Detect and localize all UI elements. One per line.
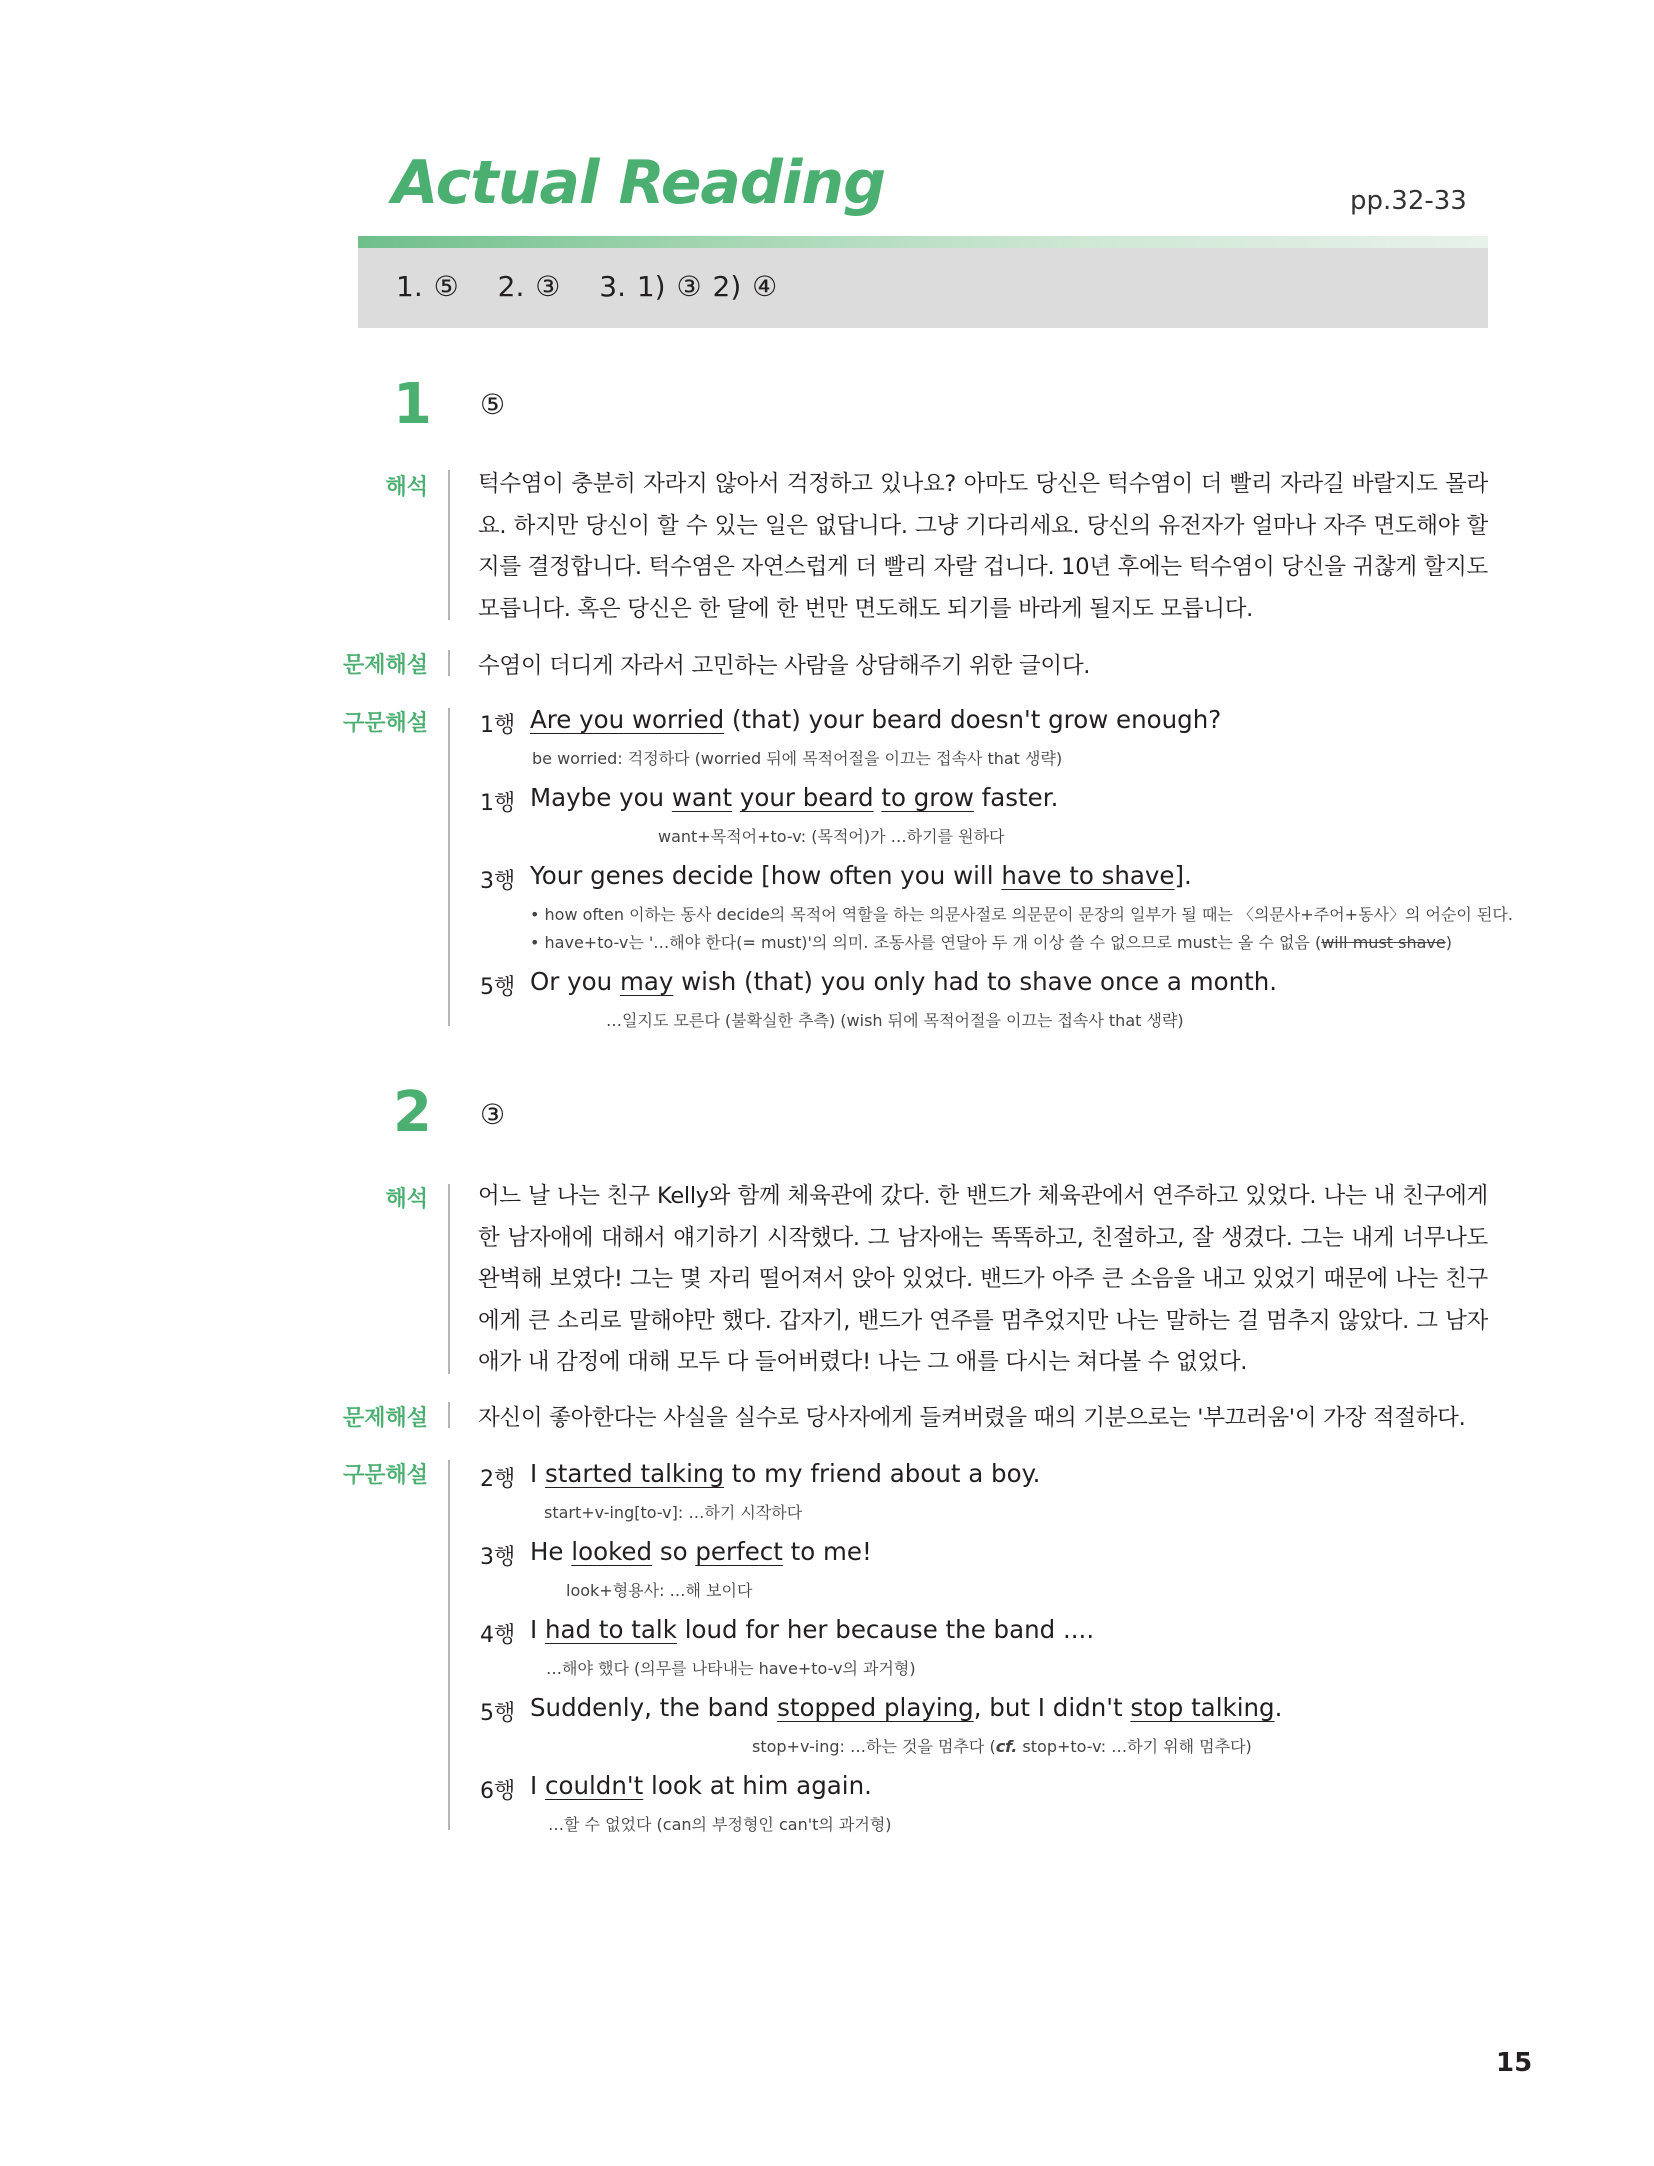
- q1-syntax-divider: [448, 708, 450, 1026]
- q1-syntax-label: 구문해설: [342, 711, 428, 736]
- q1-s3-sentence: Your genes decide [how often you will have to shave].: [530, 861, 1192, 890]
- q2-s3-note: …해야 했다 (의무를 나타내는 have+to-v의 과거형): [546, 1659, 916, 1678]
- q1-problem-text: 수염이 더디게 자라서 고민하는 사람을 상담해주기 위한 글이다.: [478, 653, 1091, 679]
- q1-s4-sentence: Or you may wish (that) you only had to shave once a month.: [530, 967, 1278, 996]
- q2-s3-line: 4행: [480, 1623, 516, 1648]
- answer-band-accent: [358, 236, 1488, 248]
- q1-s2-note: want+목적어+to-v: (목적어)가 …하기를 원하다: [658, 827, 1005, 846]
- q1-s1-line: 1행: [480, 713, 516, 738]
- q2-syntax-label: 구문해설: [342, 1463, 428, 1488]
- q2-s1-note: start+v-ing[to-v]: …하기 시작하다: [544, 1503, 803, 1522]
- q1-s4-line: 5행: [480, 975, 516, 1000]
- answer-2: 2. ③: [497, 270, 561, 303]
- q1-translation-label: 해석: [385, 475, 428, 500]
- q2-s1-sentence: I started talking to my friend about a boy.: [530, 1459, 1041, 1488]
- q1-s2-sentence: Maybe you want your beard to grow faster.: [530, 783, 1059, 812]
- q2-problem-text: 자신이 좋아한다는 사실을 실수로 당사자에게 들켜버렸을 때의 기분으로는 '부끄러움'이 가장 적절하다.: [478, 1405, 1466, 1431]
- q1-s1-sentence: Are you worried (that) your beard doesn't grow enough?: [530, 705, 1222, 734]
- q2-translation-label: 해석: [385, 1187, 428, 1212]
- q2-s4-line: 5행: [480, 1701, 516, 1726]
- q1-s4-note: …일지도 모른다 (불확실한 추측) (wish 뒤에 목적어절을 이끄는 접속사 that 생략): [606, 1011, 1184, 1030]
- question-1-number: 1: [393, 372, 432, 437]
- page-title: Actual Reading: [392, 148, 886, 218]
- q2-translation-divider: [448, 1184, 450, 1374]
- q1-s3-line: 3행: [480, 869, 516, 894]
- q2-s5-line: 6행: [480, 1779, 516, 1804]
- q2-s4-note: stop+v-ing: …하는 것을 멈추다 (cf. stop+to-v: …하기 위해 멈추다): [752, 1737, 1252, 1756]
- q2-syntax-divider: [448, 1460, 450, 1830]
- answer-3: 3. 1) ③ 2) ④: [599, 270, 778, 303]
- answer-key: [396, 270, 805, 303]
- q2-s3-sentence: I had to talk loud for her because the band ....: [530, 1615, 1095, 1644]
- q2-s5-sentence: I couldn't look at him again.: [530, 1771, 872, 1800]
- q2-problem-divider: [448, 1402, 450, 1428]
- page-number: 15: [1496, 2048, 1533, 2078]
- q1-translation-text: 턱수염이 충분히 자라지 않아서 걱정하고 있나요? 아마도 당신은 턱수염이 더 빨리 자라길 바랄지도 몰라요. 하지만 당신이 할 수 있는 일은 없답니다. 그냥 기다리세요. 당신의 유전자가 얼마나 자주 면도해야 할지를 결정합니다. 턱수염은 자연스럽게 더 빨리 자랄 겁니다. 10년 후에는 턱수염이 당신을 귀찮게 할지도 모릅니다. 혹은 당신은 한 달에 한 번만 면도해도 되기를 바라게 될지도 모릅니다.: [478, 471, 1488, 622]
- q1-problem-divider: [448, 650, 450, 676]
- q1-translation-divider: [448, 470, 450, 620]
- q2-s2-sentence: He looked so perfect to me!: [530, 1537, 872, 1566]
- question-2-answer: ③: [480, 1098, 506, 1131]
- question-1-answer: ⑤: [480, 388, 506, 421]
- q1-s3-note-2: • have+to-v는 '…해야 한다(= must)'의 의미. 조동사를 연달아 두 개 이상 쓸 수 없으므로 must는 올 수 없음 (will must shave): [530, 933, 1452, 952]
- question-2-number: 2: [393, 1080, 432, 1145]
- q1-s1-note: be worried: 걱정하다 (worried 뒤에 목적어절을 이끄는 접속사 that 생략): [532, 749, 1063, 768]
- page-range: pp.32-33: [1350, 186, 1467, 216]
- q1-s3-note-1: • how often 이하는 동사 decide의 목적어 역할을 하는 의문사절로 의문문이 문장의 일부가 될 때는 〈의문사+주어+동사〉의 어순이 된다.: [530, 905, 1513, 924]
- q2-s4-sentence: Suddenly, the band stopped playing, but I didn't stop talking.: [530, 1693, 1283, 1722]
- q1-problem-label: 문제해설: [342, 653, 428, 678]
- q2-translation-text: 어느 날 나는 친구 Kelly와 함께 체육관에 갔다. 한 밴드가 체육관에서 연주하고 있었다. 나는 내 친구에게 한 남자애에 대해서 얘기하기 시작했다. 그 남자애는 똑똑하고, 친절하고, 잘 생겼다. 그는 내게 너무나도 완벽해 보였다! 그는 몇 자리 떨어져서 앉아 있었다. 밴드가 아주 큰 소음을 내고 있었기 때문에 나는 친구에게 큰 소리로 말해야만 했다. 갑자기, 밴드가 연주를 멈추었지만 나는 말하는 걸 멈추지 않았다. 그 남자애가 내 감정에 대해 모두 다 들어버렸다! 나는 그 애를 다시는 쳐다볼 수 없었다.: [478, 1183, 1488, 1375]
- q2-s2-note: look+형용사: …해 보이다: [566, 1581, 753, 1600]
- q2-s5-note: …할 수 없었다 (can의 부정형인 can't의 과거형): [548, 1815, 892, 1834]
- q1-s2-line: 1행: [480, 791, 516, 816]
- q2-s2-line: 3행: [480, 1545, 516, 1570]
- q2-problem-label: 문제해설: [342, 1406, 428, 1431]
- answer-1: 1. ⑤: [396, 270, 459, 303]
- q2-s1-line: 2행: [480, 1467, 516, 1492]
